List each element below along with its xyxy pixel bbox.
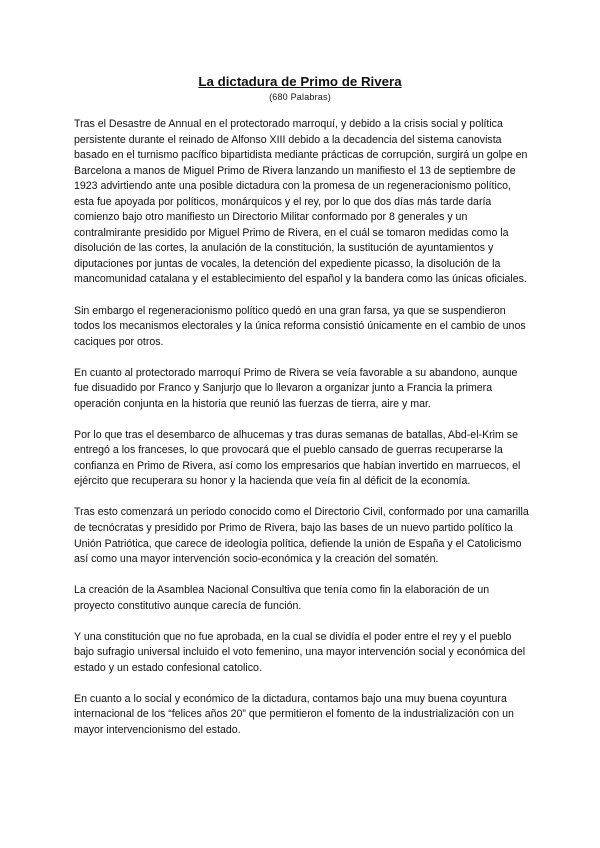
document-body bbox=[74, 117, 530, 754]
paragraph-7: Y una constitución que no fue aprobada, en la cual se dividía el poder entre el rey y el pueblo bajo sufragio universal incluido el voto femenino, una mayor intervención social y económica del estado y un estado confesional catolico. bbox=[74, 630, 526, 674]
paragraph-5: Tras esto comenzará un periodo conocido como el Directorio Civil, conformado por una camarilla de tecnócratas y presidido por Primo de Rivera, bajo las bases de un nuevo partido político la Unión Patriótica, que carece de ideología política, defiende la unión de España y el Catolicismo así como una mayor intervención socio-económica y la creación del somatén. bbox=[74, 506, 529, 566]
document-title: La dictadura de Primo de Rivera bbox=[198, 74, 402, 89]
word-count-subtitle: (680 Palabras) bbox=[269, 92, 331, 102]
paragraph-6: La creación de la Asamblea Nacional Consultiva que tenía como fin la elaboración de un proyecto constitutivo aunque carecía de función. bbox=[74, 584, 490, 612]
paragraph-2: Sin embargo el regeneracionismo político quedó en una gran farsa, ya que se suspendieron todos los mecanismos electorales y la única reforma consistió únicamente en el cambio de unos caciques por otros. bbox=[74, 304, 526, 348]
paragraph-3: En cuanto al protectorado marroquí Primo de Rivera se veía favorable a su abandono, aunque fue disuadido por Franco y Sanjurjo que lo llevaron a organizar junto a Francia la primera operación conjunta en la historia que reunió las fuerzas de tierra, aire y mar. bbox=[74, 366, 518, 410]
paragraph-1: Tras el Desastre de Annual en el protectorado marroquí, y debido a la crisis social y política persistente durante el reinado de Alfonso XIII debido a la decadencia del sistema canovista basado en el turnismo pacífico bipartidista mediante prácticas de corrupción, surgirá un golpe en Barcelona a manos de Miguel Primo de Rivera lanzando un manifiesto el 13 de septiembre de 1923 advirtiendo ante una posible dictadura con la promesa de un regeneracionismo político, esta fue apoyada por políticos, monárquicos y el rey, por lo que dos días más tarde daría comienzo bajo otro manifiesto un Directorio Militar conformado por 8 generales y un contralmirante presidido por Miguel Primo de Rivera, en el cuál se tomaron medidas como la disolución de las cortes, la anulación de la constitución, la sustitución de ayuntamientos y diputaciones por juntas de vocales, la detención del expediente picasso, la disolución de la mancomunidad catalana y el establecimiento del español y la bandera como las únicas oficiales. bbox=[74, 118, 528, 286]
paragraph-4: Por lo que tras el desembarco de alhucemas y tras duras semanas de batallas, Abd-el-Krim se entregó a los franceses, lo que provocará que el pueblo cansado de guerras recuperarse la confianza en Primo de Rivera, así como los empresarios que habían invertido en marruecos, el ejército que recuperara su honor y la hacienda que veía fin al déficit de la economía. bbox=[74, 428, 521, 488]
paragraph-8: En cuanto a lo social y económico de la dictadura, contamos bajo una muy buena coyuntura internacional de los “felices años 20” que permitieron el fomento de la industrialización con un mayor intervencionismo del estado. bbox=[74, 692, 514, 736]
